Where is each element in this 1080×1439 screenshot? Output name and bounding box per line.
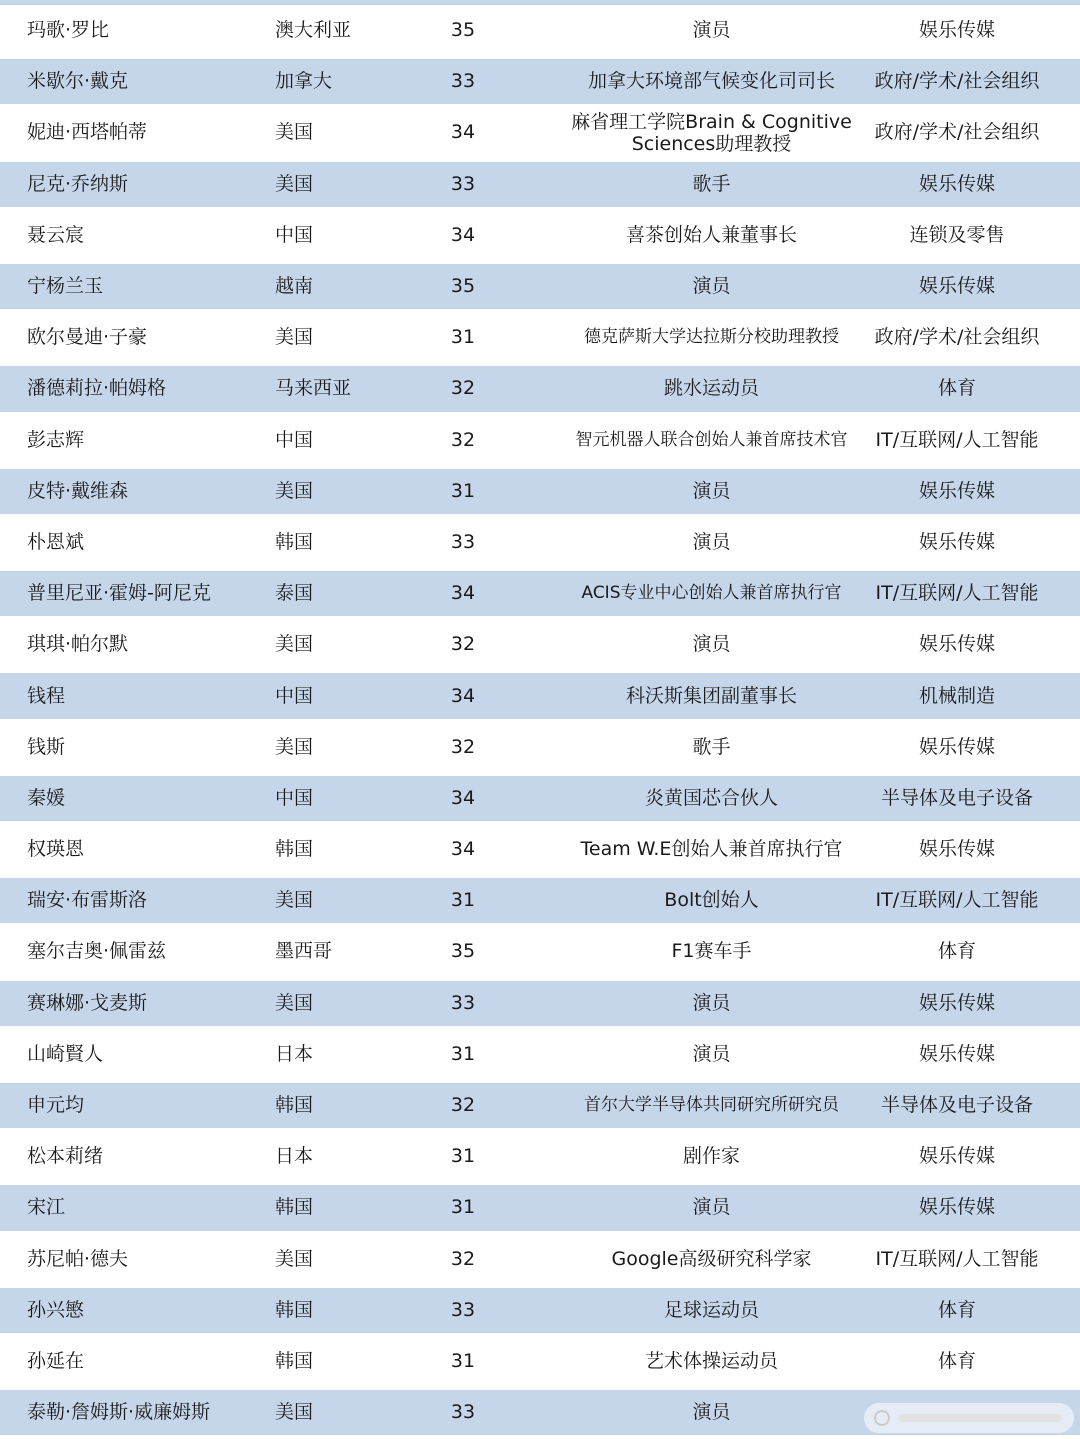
name-cell: 米歇尔·戴克 xyxy=(27,70,129,93)
country-cell: 越南 xyxy=(275,275,314,298)
age-cell: 35 xyxy=(450,940,476,963)
name-cell: 钱程 xyxy=(27,684,66,707)
country-cell: 日本 xyxy=(275,1042,314,1065)
name-cell: 钱斯 xyxy=(27,735,66,758)
country-cell: 美国 xyxy=(275,172,314,195)
industry-cell: 体育 xyxy=(937,1298,976,1321)
table-row xyxy=(0,1131,1080,1182)
table-row xyxy=(0,1182,1080,1233)
age-cell: 34 xyxy=(450,121,476,144)
name-cell: 普里尼亚·霍姆-阿尼克 xyxy=(27,582,211,605)
country-cell: 美国 xyxy=(275,633,314,656)
age-cell: 34 xyxy=(450,838,476,861)
country-cell: 韩国 xyxy=(275,1298,314,1321)
industry-cell: IT/互联网/人工智能 xyxy=(875,1247,1039,1270)
industry-cell: 娱乐传媒 xyxy=(918,479,995,502)
age-cell: 31 xyxy=(450,1042,476,1065)
country-cell: 美国 xyxy=(275,326,314,349)
table-row xyxy=(0,5,1080,56)
title-cell: 科沃斯集团副董事长 xyxy=(625,684,797,707)
table-row xyxy=(0,415,1080,466)
industry-cell: IT/互联网/人工智能 xyxy=(875,582,1039,605)
name-cell: 宁杨兰玉 xyxy=(27,275,104,298)
age-cell: 33 xyxy=(450,1401,476,1424)
title-cell: 歌手 xyxy=(692,735,731,758)
industry-cell: 娱乐传媒 xyxy=(918,1196,995,1219)
name-cell: 权瑛恩 xyxy=(27,838,85,861)
industry-cell: 半导体及电子设备 xyxy=(880,786,1033,809)
name-cell: 塞尔吉奥·佩雷兹 xyxy=(27,940,167,963)
name-cell: 聂云宸 xyxy=(27,223,85,246)
table-row xyxy=(0,670,1080,721)
name-cell: 泰勒·詹姆斯·威廉姆斯 xyxy=(27,1401,211,1424)
industry-cell: 娱乐传媒 xyxy=(918,991,995,1014)
industry-cell: 娱乐传媒 xyxy=(918,19,995,42)
title-cell: 炎黄国芯合伙人 xyxy=(644,786,778,809)
country-cell: 美国 xyxy=(275,991,314,1014)
age-cell: 35 xyxy=(450,275,476,298)
table-row xyxy=(0,722,1080,773)
industry-cell: 半导体及电子设备 xyxy=(880,1094,1033,1117)
title-cell: 首尔大学半导体共同研究所研究员 xyxy=(584,1095,839,1116)
country-cell: 韩国 xyxy=(275,530,314,553)
age-cell: 31 xyxy=(450,1349,476,1372)
table-row xyxy=(0,1029,1080,1080)
person-table xyxy=(0,5,1080,1438)
table-row xyxy=(0,56,1080,107)
country-cell: 韩国 xyxy=(275,1094,314,1117)
industry-cell: 娱乐传媒 xyxy=(918,172,995,195)
industry-cell: 政府/学术/社会组织 xyxy=(874,121,1040,144)
table-row xyxy=(0,210,1080,261)
table-row xyxy=(0,517,1080,568)
name-cell: 山崎賢人 xyxy=(27,1042,104,1065)
name-cell: 玛歌·罗比 xyxy=(27,19,110,42)
title-cell: Team W.E创始人兼首席执行官 xyxy=(580,838,843,861)
age-cell: 32 xyxy=(450,1094,476,1117)
age-cell: 31 xyxy=(450,889,476,912)
table-row xyxy=(0,926,1080,977)
country-cell: 日本 xyxy=(275,1145,314,1168)
name-cell: 皮特·戴维森 xyxy=(27,479,129,502)
watermark-bar xyxy=(898,1414,1062,1422)
age-cell: 32 xyxy=(450,633,476,656)
table-row xyxy=(0,312,1080,363)
industry-cell: 体育 xyxy=(937,377,976,400)
country-cell: 韩国 xyxy=(275,1196,314,1219)
table-row xyxy=(0,363,1080,414)
industry-cell: 娱乐传媒 xyxy=(918,275,995,298)
title-cell: ACIS专业中心创始人兼首席执行官 xyxy=(581,583,842,604)
title-cell: 演员 xyxy=(692,633,731,656)
country-cell: 墨西哥 xyxy=(275,940,333,963)
name-cell: 秦媛 xyxy=(27,786,66,809)
country-cell: 中国 xyxy=(275,223,314,246)
age-cell: 33 xyxy=(450,530,476,553)
table-row xyxy=(0,568,1080,619)
watermark xyxy=(864,1403,1074,1433)
table-row xyxy=(0,107,1080,158)
age-cell: 33 xyxy=(450,991,476,1014)
name-cell: 妮迪·西塔帕蒂 xyxy=(27,121,148,144)
title-cell: 演员 xyxy=(692,1401,731,1424)
name-cell: 朴恩斌 xyxy=(27,530,85,553)
country-cell: 中国 xyxy=(275,786,314,809)
country-cell: 马来西亚 xyxy=(275,377,352,400)
country-cell: 韩国 xyxy=(275,838,314,861)
industry-cell: 机械制造 xyxy=(918,684,995,707)
industry-cell: 体育 xyxy=(937,1349,976,1372)
name-cell: 琪琪·帕尔默 xyxy=(27,633,129,656)
title-cell: 艺术体操运动员 xyxy=(644,1349,778,1372)
title-cell: Google高级研究科学家 xyxy=(611,1247,812,1270)
title-cell: 智元机器人联合创始人兼首席技术官 xyxy=(575,429,848,450)
age-cell: 33 xyxy=(450,70,476,93)
country-cell: 泰国 xyxy=(275,582,314,605)
table-row xyxy=(0,1285,1080,1336)
name-cell: 孙兴慜 xyxy=(27,1298,85,1321)
table-row xyxy=(0,261,1080,312)
industry-cell: 娱乐传媒 xyxy=(918,735,995,758)
country-cell: 韩国 xyxy=(275,1349,314,1372)
title-cell: 喜茶创始人兼董事长 xyxy=(625,223,797,246)
age-cell: 34 xyxy=(450,786,476,809)
title-cell: 演员 xyxy=(692,275,731,298)
age-cell: 32 xyxy=(450,428,476,451)
country-cell: 中国 xyxy=(275,684,314,707)
country-cell: 美国 xyxy=(275,735,314,758)
country-cell: 加拿大 xyxy=(275,70,333,93)
table-row xyxy=(0,875,1080,926)
country-cell: 美国 xyxy=(275,1247,314,1270)
table-row xyxy=(0,1336,1080,1387)
country-cell: 中国 xyxy=(275,428,314,451)
name-cell: 欧尔曼迪·子豪 xyxy=(27,326,148,349)
table-row xyxy=(0,159,1080,210)
table-row xyxy=(0,1234,1080,1285)
title-cell: 剧作家 xyxy=(682,1145,740,1168)
title-cell: 歌手 xyxy=(692,172,731,195)
industry-cell: 娱乐传媒 xyxy=(918,1042,995,1065)
name-cell: 尼克·乔纳斯 xyxy=(27,172,129,195)
name-cell: 孙延在 xyxy=(27,1349,85,1372)
country-cell: 美国 xyxy=(275,121,314,144)
name-cell: 潘德莉拉·帕姆格 xyxy=(27,377,167,400)
table-row xyxy=(0,619,1080,670)
name-cell: 赛琳娜·戈麦斯 xyxy=(27,991,148,1014)
title-cell: 演员 xyxy=(692,991,731,1014)
table-row xyxy=(0,1080,1080,1131)
title-cell: 演员 xyxy=(692,19,731,42)
table-row xyxy=(0,466,1080,517)
name-cell: 苏尼帕·德夫 xyxy=(27,1247,129,1270)
industry-cell: IT/互联网/人工智能 xyxy=(875,889,1039,912)
age-cell: 34 xyxy=(450,582,476,605)
name-cell: 瑞安·布雷斯洛 xyxy=(27,889,148,912)
table-row xyxy=(0,773,1080,824)
industry-cell: IT/互联网/人工智能 xyxy=(875,428,1039,451)
table-row xyxy=(0,824,1080,875)
age-cell: 34 xyxy=(450,223,476,246)
country-cell: 美国 xyxy=(275,889,314,912)
name-cell: 松本莉绪 xyxy=(27,1145,104,1168)
title-cell: F1赛车手 xyxy=(671,940,752,963)
table-row xyxy=(0,978,1080,1029)
age-cell: 32 xyxy=(450,1247,476,1270)
title-cell: 麻省理工学院Brain & Cognitive Sciences助理教授 xyxy=(571,110,852,155)
age-cell: 31 xyxy=(450,479,476,502)
country-cell: 美国 xyxy=(275,479,314,502)
name-cell: 宋江 xyxy=(27,1196,66,1219)
country-cell: 澳大利亚 xyxy=(275,19,352,42)
industry-cell: 连锁及零售 xyxy=(909,223,1005,246)
age-cell: 33 xyxy=(450,1298,476,1321)
title-cell: 演员 xyxy=(692,479,731,502)
title-cell: 跳水运动员 xyxy=(663,377,759,400)
age-cell: 31 xyxy=(450,1145,476,1168)
age-cell: 34 xyxy=(450,684,476,707)
title-cell: 德克萨斯大学达拉斯分校助理教授 xyxy=(584,327,839,348)
age-cell: 31 xyxy=(450,326,476,349)
title-cell: 演员 xyxy=(692,1196,731,1219)
title-cell: 演员 xyxy=(692,530,731,553)
watermark-logo-icon xyxy=(874,1410,890,1426)
age-cell: 33 xyxy=(450,172,476,195)
industry-cell: 娱乐传媒 xyxy=(918,1145,995,1168)
industry-cell: 政府/学术/社会组织 xyxy=(874,70,1040,93)
industry-cell: 娱乐传媒 xyxy=(918,838,995,861)
title-cell: 加拿大环境部气候变化司司长 xyxy=(587,70,835,93)
age-cell: 35 xyxy=(450,19,476,42)
age-cell: 32 xyxy=(450,377,476,400)
title-cell: 足球运动员 xyxy=(663,1298,759,1321)
title-cell: Bolt创始人 xyxy=(664,889,759,912)
industry-cell: 体育 xyxy=(937,940,976,963)
name-cell: 彭志辉 xyxy=(27,428,85,451)
name-cell: 申元均 xyxy=(27,1094,85,1117)
industry-cell: 娱乐传媒 xyxy=(918,633,995,656)
industry-cell: 娱乐传媒 xyxy=(918,530,995,553)
age-cell: 32 xyxy=(450,735,476,758)
country-cell: 美国 xyxy=(275,1401,314,1424)
industry-cell: 政府/学术/社会组织 xyxy=(874,326,1040,349)
age-cell: 31 xyxy=(450,1196,476,1219)
title-cell: 演员 xyxy=(692,1042,731,1065)
